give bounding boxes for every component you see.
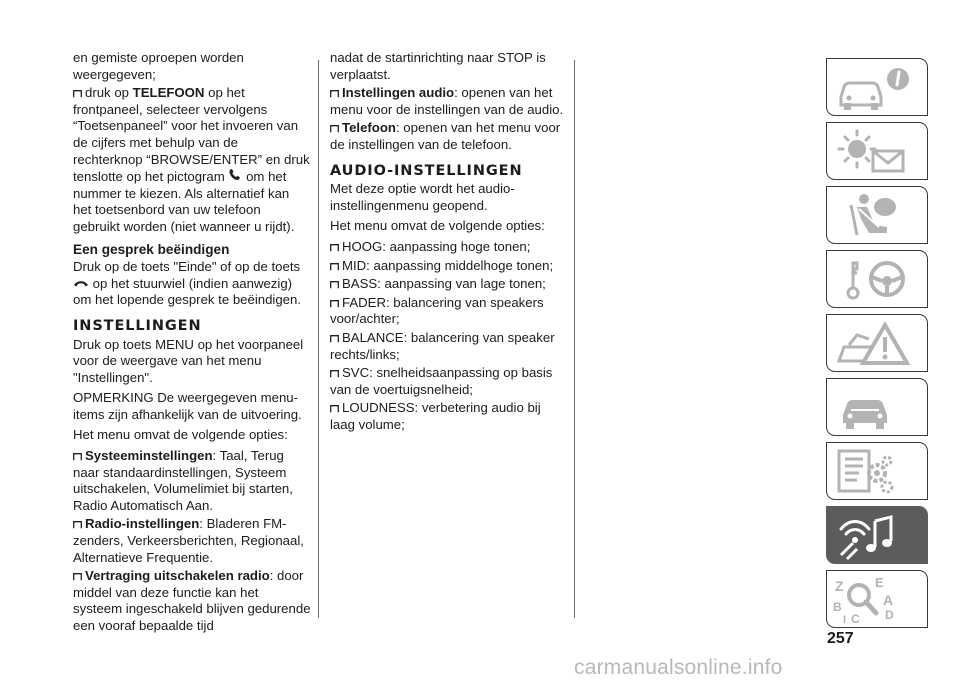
alphabetical-index-icon <box>827 571 927 627</box>
list-item: FADER: balancering van speakers voor/achter; <box>330 294 544 327</box>
airbag-seat-icon <box>827 187 927 243</box>
list-item: MID: aanpassing middelhoge tonen; <box>330 258 566 275</box>
car-service-icon <box>827 379 927 435</box>
bullet-icon <box>73 90 82 98</box>
column-divider <box>574 60 575 618</box>
key-steering-icon <box>827 251 927 307</box>
tab-multimedia[interactable] <box>826 506 928 564</box>
chapter-heading: INSTELLINGEN <box>73 317 202 334</box>
paragraph: Met deze optie wordt het audio-instellingenmenu geopend. <box>330 181 515 213</box>
list-item: LOUDNESS: verbetering audio bij laag volume; <box>330 400 541 432</box>
warning-triangle-icon <box>827 315 927 371</box>
bullet-icon <box>73 573 82 581</box>
bullet-icon <box>330 125 339 133</box>
bullet-icon <box>330 335 339 343</box>
bullet-item: Telefoon: openen van het menu voor de instellingen van de telefoon. <box>330 120 561 152</box>
list-item: HOOG: aanpassing hoge tonen; <box>330 239 566 256</box>
page-number: 257 <box>827 630 854 647</box>
bullet-icon <box>73 521 82 529</box>
tab-safety[interactable] <box>826 186 928 244</box>
right-column <box>330 50 566 435</box>
tab-starting-driving[interactable] <box>826 250 928 308</box>
chapter-tabs <box>826 58 928 634</box>
list-item: BASS: aanpassing van lage tonen; <box>330 276 566 293</box>
tab-index[interactable] <box>826 570 928 628</box>
bullet-item: druk op TELEFOON op het frontpaneel, selecteer vervolgens “Toetsenpaneel” voor het invoeren van de cijfers met behulp van de rechterknop “BROWSE/ENTER” en druk tenslotte op het pictogram om het nummer te kiezen. Als alternatief kan het toetsenbord van uw telefoon gebruikt worden (niet wanneer u rijdt). <box>73 85 310 234</box>
paragraph: Het menu omvat de volgende opties: <box>73 427 288 443</box>
bullet-item: Systeeminstellingen: Taal, Terug naar standaardinstellingen, Systeem uitschakelen, Volumelimiet bij starten, Radio Automatisch Aan. <box>73 448 293 513</box>
chapter-heading: AUDIO-INSTELLINGEN <box>330 162 523 179</box>
index-letter-a: A <box>883 592 894 608</box>
index-letter-i: I <box>843 614 847 626</box>
index-letter-b: B <box>833 600 842 614</box>
tab-maintenance[interactable] <box>826 378 928 436</box>
bullet-icon <box>330 370 339 378</box>
paragraph: Druk op de toets "Einde" of op de toets op het stuurwiel (indien aanwezig) om het lopende gesprek te beëindigen. <box>73 259 302 308</box>
tab-emergency[interactable] <box>826 314 928 372</box>
bullet-item: Instellingen audio: openen van het menu voor de instellingen van de audio. <box>330 85 564 117</box>
lights-message-icon <box>827 123 927 179</box>
phone-icon <box>228 168 242 186</box>
watermark: carmanualsonline.info <box>574 656 783 679</box>
bullet-icon <box>73 453 82 461</box>
index-letter-c: C <box>851 612 860 626</box>
column-divider <box>318 60 319 618</box>
hang-up-icon <box>73 276 89 293</box>
paragraph: en gemiste oproepen worden weergegeven; <box>73 50 244 82</box>
tab-technical-data[interactable] <box>826 442 928 500</box>
section-heading: Een gesprek beëindigen <box>73 241 230 257</box>
bullet-icon <box>330 281 339 289</box>
bullet-icon <box>330 405 339 413</box>
list-item: BALANCE: balancering van speaker rechts/links; <box>330 329 555 362</box>
index-letter-d: D <box>885 608 894 622</box>
left-column <box>73 50 311 637</box>
tab-lights-messages[interactable] <box>826 122 928 180</box>
paragraph: nadat de startinrichting naar STOP is verplaatst. <box>330 50 546 82</box>
bullet-icon <box>330 244 339 252</box>
tab-car-info[interactable] <box>826 58 928 116</box>
settings-gear-icon <box>827 443 927 499</box>
paragraph: Het menu omvat de volgende opties: <box>330 218 545 234</box>
index-letter-z: Z <box>835 578 844 594</box>
multimedia-music-icon <box>827 507 927 563</box>
paragraph: Druk op toets MENU op het voorpaneel voor de weergave van het menu "Instellingen". <box>73 336 304 385</box>
bullet-icon <box>330 300 339 308</box>
bullet-icon <box>330 263 339 271</box>
bullet-item: Radio-instellingen: Bladeren FM-zenders, Verkeersberichten, Regionaal, Alternatieve Frequentie. <box>73 516 304 565</box>
car-info-icon <box>827 59 927 115</box>
bullet-item: Vertraging uitschakelen radio: door middel van deze functie kan het systeem ingeschakeld blijven gedurende een vooraf bepaalde tijd <box>73 568 311 633</box>
index-letter-e: E <box>875 575 884 590</box>
note-paragraph: OPMERKING De weergegeven menu-items zijn afhankelijk van de uitvoering. <box>73 390 302 422</box>
bullet-icon <box>330 90 339 98</box>
list-item: SVC: snelheidsaanpassing op basis van de voertuigsnelheid; <box>330 365 553 397</box>
